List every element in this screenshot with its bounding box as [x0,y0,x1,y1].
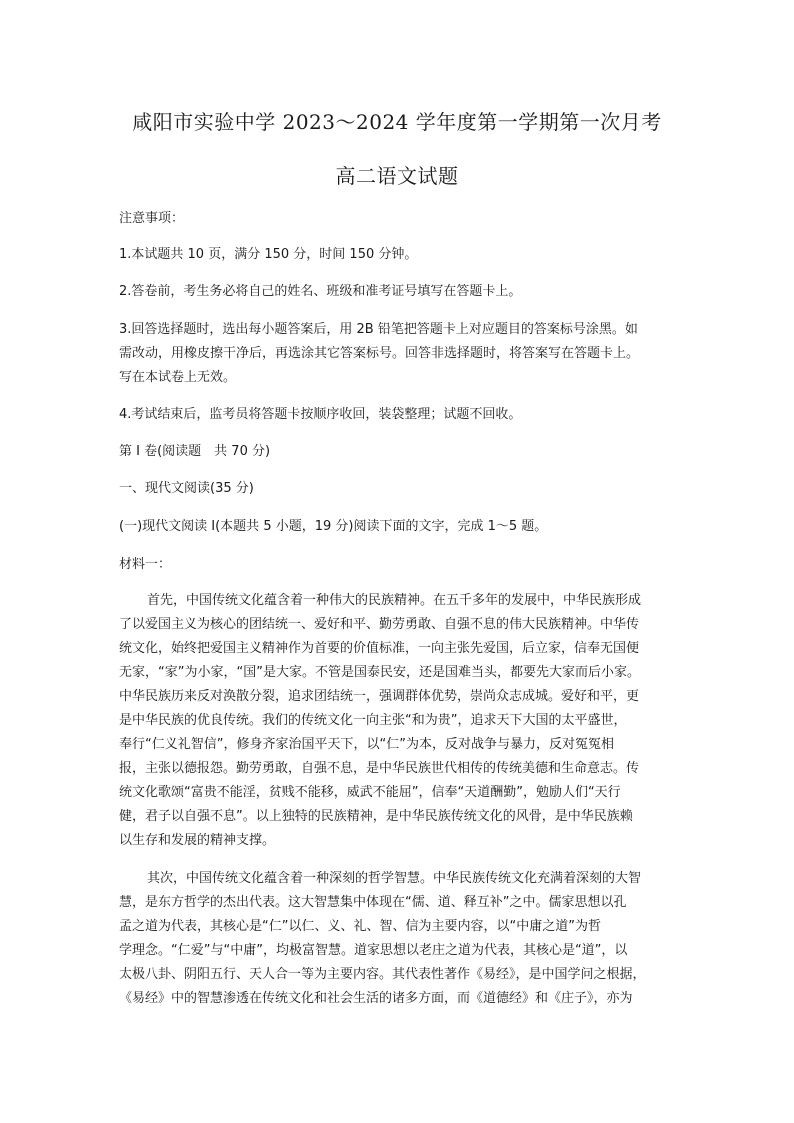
part-heading: 一、现代文阅读(35 分) [119,481,254,496]
notice-heading: 注意事项： [119,211,185,226]
subpart-heading: (一)现代文阅读 I(本题共 5 小题，19 分)阅读下面的文字，完成 1～5 题。 [119,519,548,534]
exam-title: 咸阳市实验中学 2023～2024 学年度第一学期第一次月考 [132,110,662,134]
notice-item-1: 1.本试题共 10 页，满分 150 分，时间 150 分钟。 [119,247,418,262]
paragraph-2-line: 《易经》中的智慧渗透在传统文化和社会生活的诸多方面，而《道德经》和《庄子》，亦为 [119,991,633,1006]
paragraph-2-line: 慧，是东方哲学的杰出代表。这大智慧集中体现在“儒、道、释互补”之中。儒家思想以孔 [119,895,627,910]
paragraph-1-line: 了以爱国主义为核心的团结统一、爱好和平、勤劳勇敢、自强不息的伟大民族精神。中华传 [119,617,640,632]
exam-subtitle: 高二语文试题 [335,164,459,188]
paragraph-1-line: 报，主张以德报怨。勤劳勇敢，自强不息，是中华民族世代相传的传统美德和生命意志。传 [119,761,640,776]
paragraph-2-line: 学理念。“仁爱”与“中庸”，均极富智慧。道家思想以老庄之道为代表，其核心是“道”，以 [119,943,628,958]
paragraph-1-line: 是中华民族的优良传统。我们的传统文化一向主张“和为贵”，追求天下大国的太平盛世， [119,713,627,728]
paragraph-1-line: 以生存和发展的精神支撑。 [119,833,276,848]
paragraph-1-line: 健，君子以自强不息”。以上独特的民族精神，是中华民族传统文化的风骨，是中华民族赖 [119,809,633,824]
material-label: 材料一： [119,557,172,572]
paragraph-2-line: 孟之道为代表，其核心是“仁”以仁、义、礼、智、信为主要内容，以“中庸之道”为哲 [119,919,601,934]
notice-item-3-line-2: 需改动，用橡皮擦干净后，再选涂其它答案标号。回答非选择题时，将答案写在答题卡上。 [119,346,640,361]
notice-item-2: 2.答卷前，考生务必将自己的姓名、班级和准考证号填写在答题卡上。 [119,284,522,299]
paragraph-1-line: 无家，“家”为小家，“国”是大家。不管是国泰民安，还是国难当头，都要先大家而后小家。 [119,665,640,680]
notice-item-4: 4.考试结束后，监考员将答题卡按顺序收回，装袋整理；试题不回收。 [119,407,522,422]
notice-item-3-line-3: 写在本试卷上无效。 [119,370,237,385]
volume-heading: 第 I 卷(阅读题 共 70 分) [119,444,271,459]
paragraph-1-line: 中华民族历来反对涣散分裂，追求团结统一，强调群体优势，崇尚众志成城。爱好和平，更 [119,689,640,704]
paragraph-1-line: 统文化歌颂“富贵不能淫，贫贱不能移，威武不能屈”，信奉“天道酬勤”，勉励人们“天行 [119,785,621,800]
notice-item-3-line-1: 3.回答选择题时，选出每小题答案后，用 2B 铅笔把答题卡上对应题目的答案标号涂黑。如 [119,322,638,337]
paragraph-1-line: 统文化，始终把爱国主义精神作为首要的价值标准，一向主张先爱国，后立家，信奉无国便 [119,641,640,656]
paragraph-2-line: 其次，中国传统文化蕴含着一种深刻的哲学智慧。中华民族传统文化充满着深刻的大智 [147,871,642,886]
paragraph-1-line: 首先，中国传统文化蕴含着一种伟大的民族精神。在五千多年的发展中，中华民族形成 [147,593,642,608]
paragraph-1-line: 奉行“仁义礼智信”，修身齐家治国平天下，以“仁”为本，反对战争与暴力，反对冤冤相 [119,737,614,752]
paragraph-2-line: 太极八卦、阴阳五行、天人合一等为主要内容。其代表性著作《易经》，是中国学问之根据， [119,967,646,982]
